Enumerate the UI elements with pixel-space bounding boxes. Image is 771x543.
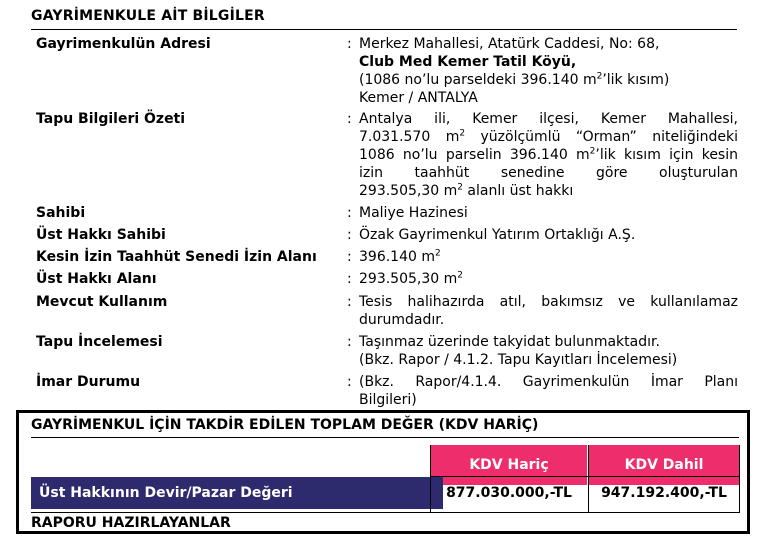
valuation-box xyxy=(16,410,750,534)
separator: : xyxy=(347,374,352,390)
superficies-owner-value: Özak Gayrimenkul Yatırım Ortaklığı A.Ş. xyxy=(359,227,636,243)
address-value xyxy=(359,35,738,107)
separator: : xyxy=(347,334,352,350)
permit-area-label: Kesin İzin Taahhüt Senedi İzin Alanı xyxy=(36,249,317,265)
owner-label: Sahibi xyxy=(36,205,86,221)
deed-review-value xyxy=(359,333,738,369)
current-use-value xyxy=(359,293,738,329)
owner-value: Maliye Hazinesi xyxy=(359,205,468,221)
current-use-label: Mevcut Kullanım xyxy=(36,294,168,310)
deed-summary-label: Tapu Bilgileri Özeti xyxy=(36,111,186,127)
valuation-title-divider xyxy=(31,437,739,438)
deed-review-line-2: (Bkz. Rapor / 4.1.2. Tapu Kayıtları İncelemesi) xyxy=(359,352,678,368)
current-use-line-1: Tesis halihazırda atıl, bakımsız ve kullanılamaz xyxy=(359,294,738,310)
prepared-by-title: RAPORU HAZIRLAYANLAR xyxy=(31,515,231,531)
address-line-1: Merkez Mahallesi, Atatürk Caddesi, No: 68, xyxy=(359,36,660,52)
deed-line-5: 293.505,30 $m^2$ alanlı üst hakkı xyxy=(359,182,574,199)
valuation-title: GAYRİMENKUL İÇİN TAKDİR EDİLEN TOPLAM DEĞER (KDV HARİÇ) xyxy=(31,417,539,433)
zoning-value xyxy=(359,373,738,409)
separator: : xyxy=(347,205,352,221)
superficies-owner-label: Üst Hakkı Sahibi xyxy=(36,227,166,243)
separator: : xyxy=(347,294,352,310)
deed-review-line-1: Taşınmaz üzerinde takyidat bulunmaktadır. xyxy=(359,334,660,350)
current-use-line-2: durumdadır. xyxy=(359,312,445,328)
zoning-label: İmar Durumu xyxy=(36,374,141,390)
superficies-area-value: 293.505,30 $m^2$ xyxy=(359,270,463,287)
table-divider xyxy=(31,512,739,513)
deed-line-1: Antalya ili, Kemer ilçesi, Kemer Mahallesi, xyxy=(359,111,738,127)
table-divider xyxy=(739,445,740,513)
section-divider xyxy=(31,29,737,30)
clipped-previous-text xyxy=(0,0,771,6)
deed-line-3: 1086 no’lu parselin 396.140 $m^2’lik$ kısım için kesin xyxy=(359,146,738,163)
superficies-area-label: Üst Hakkı Alanı xyxy=(36,271,157,287)
header-kdv-haric: KDV Hariç xyxy=(431,445,587,485)
value-kdv-dahil: 947.192.400,-TL xyxy=(601,485,727,501)
address-line-4: Kemer / ANTALYA xyxy=(359,90,478,106)
table-divider xyxy=(588,445,589,513)
address-line-3: (1086 no’lu parseldeki 396.140 $m^2’lik$ kısım) xyxy=(359,71,670,88)
address-label: Gayrimenkulün Adresi xyxy=(36,36,211,52)
separator: : xyxy=(347,271,352,287)
zoning-line-2: Bilgileri) xyxy=(359,392,417,408)
table-divider xyxy=(431,476,739,477)
deed-line-4: izin taahhüt senedine göre oluşturulan xyxy=(359,165,738,181)
separator: : xyxy=(347,36,352,52)
deed-review-label: Tapu İncelemesi xyxy=(36,334,163,350)
zoning-line-1: (Bkz. Rapor/4.1.4. Gayrimenkulün İmar Planı xyxy=(359,374,738,390)
separator: : xyxy=(347,249,352,265)
deed-summary-value xyxy=(359,110,738,200)
permit-area-value: 396.140 $m^2$ xyxy=(359,248,441,265)
separator: : xyxy=(347,227,352,243)
address-line-2: Club Med Kemer Tatil Köyü, xyxy=(359,54,577,70)
section-title: GAYRİMENKULE AİT BİLGİLER xyxy=(31,8,265,24)
separator: : xyxy=(347,111,352,127)
deed-line-2: 7.031.570 $m^2$ yüzölçümlü “Orman” niteliğindeki xyxy=(359,128,739,145)
value-row-label: Üst Hakkının Devir/Pazar Değeri xyxy=(31,477,443,509)
value-kdv-haric: 877.030.000,-TL xyxy=(446,485,572,501)
header-kdv-dahil: KDV Dahil xyxy=(589,445,739,485)
table-divider xyxy=(430,445,431,513)
